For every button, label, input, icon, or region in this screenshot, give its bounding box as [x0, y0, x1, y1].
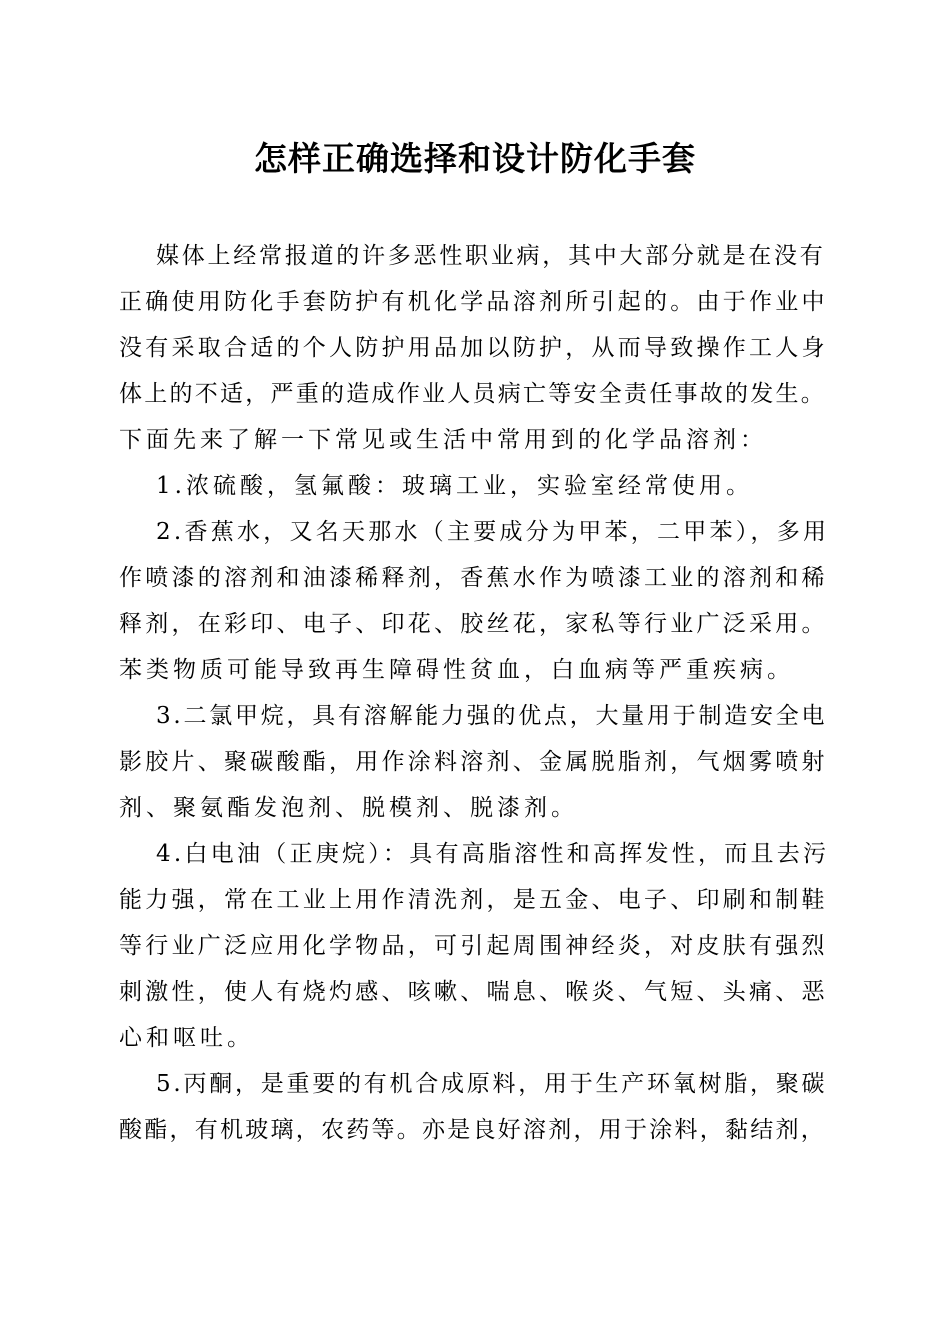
paragraph-line: 体上的不适，严重的造成作业人员病亡等安全责任事故的发生。 — [119, 381, 826, 407]
paragraph-line: 正确使用防化手套防护有机化学品溶剂所引起的。由于作业中 — [119, 289, 828, 315]
list-item-line: 刺激性，使人有烧灼感、咳嗽、喘息、喉炎、气短、头痛、恶 — [119, 979, 828, 1005]
paragraph-line: 媒体上经常报道的许多恶性职业病，其中大部分就是在没有 — [156, 243, 826, 269]
paragraph-line: 下面先来了解一下常见或生活中常用到的化学品溶剂： — [119, 427, 767, 453]
list-item-line: 释剂，在彩印、电子、印花、胶丝花，家私等行业广泛采用。 — [119, 611, 828, 637]
list-item-line: 苯类物质可能导致再生障碍性贫血，白血病等严重疾病。 — [119, 657, 794, 683]
list-item-line: 酸酯，有机玻璃，农药等。亦是良好溶剂，用于涂料，黏结剂， — [119, 1117, 826, 1143]
document-body — [119, 233, 831, 1153]
list-item-line: 5.丙酮，是重要的有机合成原料，用于生产环氧树脂，聚碳 — [156, 1071, 828, 1097]
paragraph-line: 没有采取合适的个人防护用品加以防护，从而导致操作工人身 — [119, 335, 828, 361]
list-item-line: 影胶片、聚碳酸酯，用作涂料溶剂、金属脱脂剂，气烟雾喷射 — [119, 749, 828, 775]
list-item-line: 作喷漆的溶剂和油漆稀释剂，香蕉水作为喷漆工业的溶剂和稀 — [119, 565, 828, 591]
list-item-line: 3.二氯甲烷，具有溶解能力强的优点，大量用于制造安全电 — [156, 703, 828, 729]
list-item-line: 4.白电油（正庚烷）：具有高脂溶性和高挥发性，而且去污 — [156, 841, 830, 867]
list-item-line: 能力强，常在工业上用作清洗剂，是五金、电子、印刷和制鞋 — [119, 887, 828, 913]
list-item-line: 1.浓硫酸，氢氟酸：玻璃工业，实验室经常使用。 — [156, 473, 753, 499]
list-item-line: 2.香蕉水，又名天那水（主要成分为甲苯，二甲苯），多用 — [156, 519, 830, 545]
list-item-line: 心和呕吐。 — [119, 1025, 254, 1051]
list-item-line: 剂、聚氨酯发泡剂、脱模剂、脱漆剂。 — [119, 795, 578, 821]
document-title: 怎样正确选择和设计防化手套 — [254, 139, 696, 178]
list-item-line: 等行业广泛应用化学物品，可引起周围神经炎，对皮肤有强烈 — [119, 933, 828, 959]
